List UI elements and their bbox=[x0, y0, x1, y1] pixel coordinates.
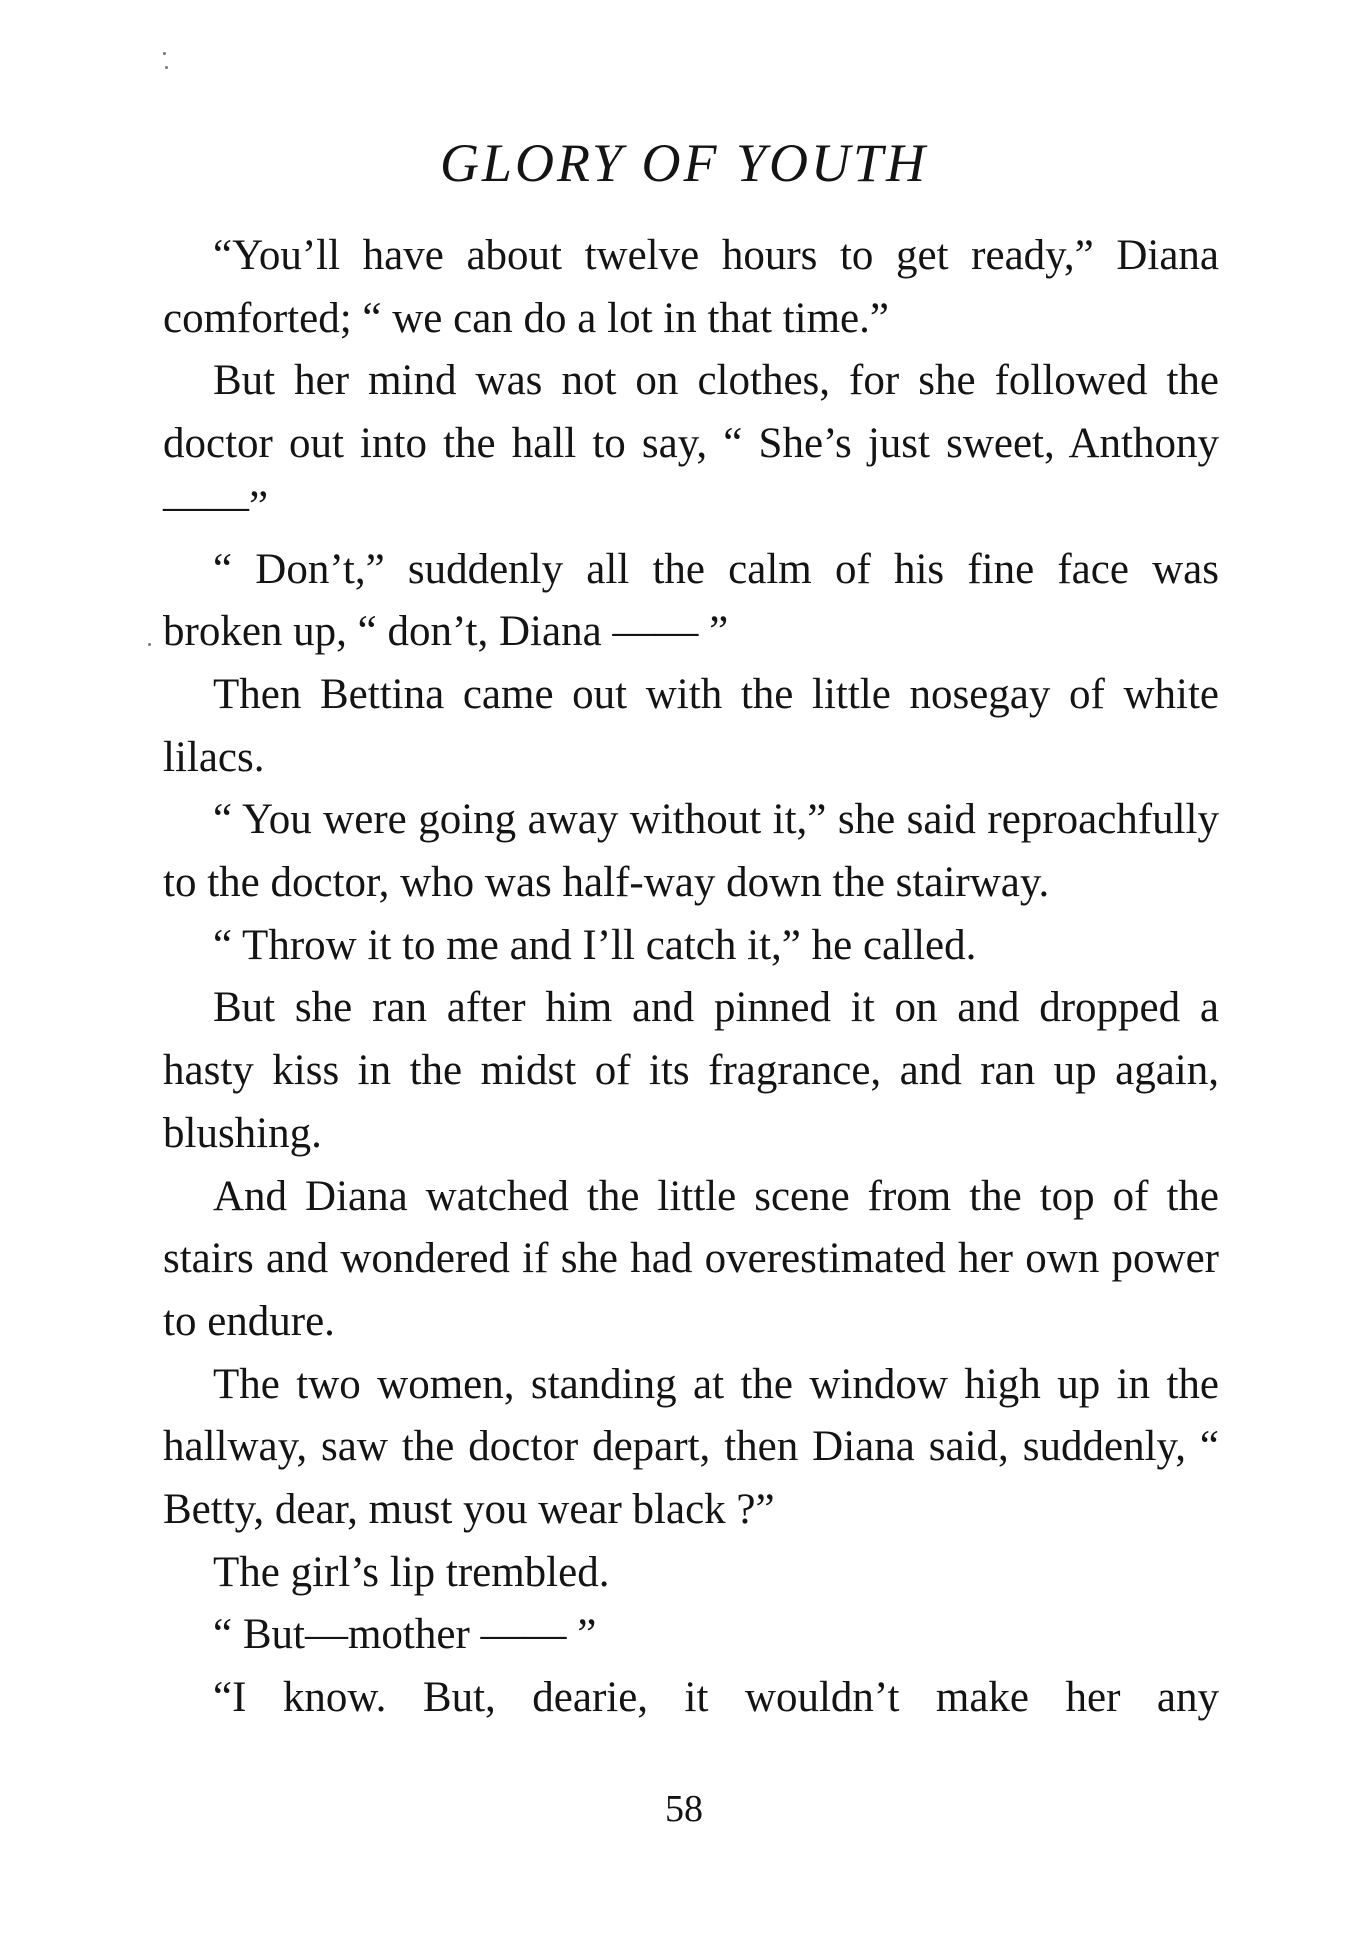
paragraph: “You’ll have about twelve hours to get ready,” Diana comforted; “ we can do a lot in that time.” bbox=[163, 232, 1219, 342]
paragraph: Then Bettina came out with the little nosegay of white lilacs. bbox=[163, 670, 1219, 781]
paragraph: “ Throw it to me and I’ll catch it,” he called. bbox=[213, 921, 977, 969]
paragraph: “ Don’t,” suddenly all the calm of his fine face was broken up, “ don’t, Diana —— ” bbox=[163, 545, 1219, 656]
paragraph: “ You were going away without it,” she said reproachfully to the doctor, who was half-way down the stairway. bbox=[163, 796, 1219, 907]
paragraph: “I know. But, dearie, it wouldn’t make her any bbox=[213, 1674, 1219, 1722]
paragraph: The two women, standing at the window high up in the hallway, saw the doctor depart, then Diana said, suddenly, “ Betty, dear, must you wear black ?” bbox=[163, 1360, 1219, 1534]
page-number: 58 bbox=[665, 1788, 703, 1830]
running-head: GLORY OF YOUTH bbox=[439, 133, 929, 193]
paragraph: But she ran after him and pinned it on and dropped a hasty kiss in the midst of its fragrance, and ran up again, blushing. bbox=[163, 984, 1219, 1157]
paper-speck bbox=[165, 66, 168, 69]
paragraph: But her mind was not on clothes, for she followed the doctor out into the hall to say, “ She’s just sweet, Anthony ——” bbox=[163, 357, 1219, 530]
paragraph: And Diana watched the little scene from the top of the stairs and wondered if she had overestimated her own power to endure. bbox=[163, 1172, 1219, 1345]
paragraph: “ But—mother —— ” bbox=[213, 1611, 597, 1659]
paper-speck bbox=[163, 52, 166, 55]
paragraph: The girl’s lip trembled. bbox=[213, 1548, 610, 1596]
body-text bbox=[163, 225, 1219, 1730]
paper-speck bbox=[148, 643, 151, 646]
